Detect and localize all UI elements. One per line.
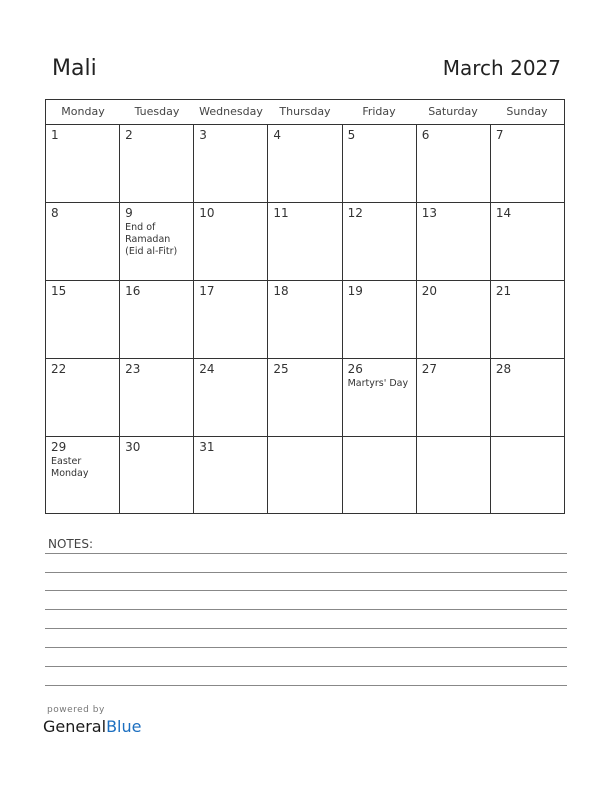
- note-line[interactable]: [45, 609, 567, 610]
- weekday-header-row: [46, 100, 564, 125]
- day-number: 19: [347, 284, 363, 298]
- calendar-grid: [45, 99, 565, 514]
- calendar-day-cell[interactable]: [343, 359, 417, 436]
- calendar-day-cell[interactable]: [194, 359, 268, 436]
- calendar-day-cell[interactable]: [491, 281, 564, 358]
- calendar-day-cell[interactable]: [491, 437, 564, 513]
- day-number: 27: [421, 362, 437, 376]
- powered-by-text: powered by: [47, 705, 105, 715]
- weekday-header: Tuesday: [134, 105, 180, 118]
- calendar-day-cell[interactable]: [194, 437, 268, 513]
- calendar-day-cell[interactable]: [46, 359, 120, 436]
- note-line[interactable]: [45, 553, 567, 554]
- calendar-day-cell[interactable]: [194, 281, 268, 358]
- calendar-day-cell[interactable]: [417, 125, 491, 202]
- calendar-day-cell[interactable]: [120, 359, 194, 436]
- calendar-day-cell[interactable]: [268, 125, 342, 202]
- note-line[interactable]: [45, 685, 567, 686]
- day-number: 14: [495, 206, 512, 220]
- calendar-day-cell[interactable]: [343, 437, 417, 513]
- calendar-weeks: [46, 125, 564, 513]
- day-number: 10: [199, 206, 215, 220]
- calendar-week-row: [46, 125, 564, 203]
- calendar-day-cell[interactable]: [194, 203, 268, 280]
- calendar-day-cell[interactable]: [120, 281, 194, 358]
- day-number: 25: [273, 362, 289, 376]
- calendar-week-row: [46, 281, 564, 359]
- calendar-day-cell[interactable]: [120, 125, 194, 202]
- day-number: 21: [495, 284, 512, 298]
- calendar-day-cell[interactable]: [417, 203, 491, 280]
- weekday-header: Sunday: [506, 105, 548, 118]
- calendar-day-cell[interactable]: [194, 125, 268, 202]
- day-number: 7: [495, 128, 504, 142]
- calendar-day-cell[interactable]: [46, 203, 120, 280]
- calendar-day-cell[interactable]: [343, 203, 417, 280]
- note-line[interactable]: [45, 628, 567, 629]
- weekday-header: Wednesday: [199, 105, 263, 118]
- note-line[interactable]: [45, 590, 567, 591]
- calendar-week-row: [46, 437, 564, 513]
- note-line[interactable]: [45, 666, 567, 667]
- day-number: 17: [199, 284, 215, 298]
- day-number: 15: [51, 284, 67, 298]
- day-number: 5: [347, 128, 356, 142]
- calendar-week-row: [46, 203, 564, 281]
- day-number: 9: [125, 206, 133, 220]
- day-number: 1: [51, 128, 59, 142]
- calendar-week-row: [46, 359, 564, 437]
- day-number: 29: [51, 440, 67, 454]
- day-number: 12: [347, 206, 363, 220]
- calendar-day-cell[interactable]: [268, 203, 342, 280]
- calendar-day-cell[interactable]: [417, 359, 491, 436]
- day-number: 3: [199, 128, 207, 142]
- calendar-day-cell[interactable]: [417, 281, 491, 358]
- calendar-day-cell[interactable]: [491, 125, 564, 202]
- calendar-day-cell[interactable]: [268, 281, 342, 358]
- day-number: 13: [421, 206, 437, 220]
- day-number: 30: [125, 440, 141, 454]
- calendar-day-cell[interactable]: [491, 359, 564, 436]
- calendar-day-cell[interactable]: [120, 437, 194, 513]
- holiday-label: Easter Monday: [51, 456, 89, 479]
- day-number: 22: [51, 362, 67, 376]
- day-number: 28: [495, 362, 512, 376]
- day-number: 24: [199, 362, 215, 376]
- calendar-day-cell[interactable]: [343, 125, 417, 202]
- calendar-day-cell[interactable]: [46, 437, 120, 513]
- weekday-header: Monday: [61, 105, 105, 118]
- brand-blue-text: Blue: [106, 717, 142, 736]
- holiday-label: End of Ramadan (Eid al-Fitr): [125, 222, 178, 257]
- calendar-day-cell[interactable]: [417, 437, 491, 513]
- notes-label: NOTES:: [48, 537, 93, 551]
- calendar-day-cell[interactable]: [268, 359, 342, 436]
- calendar-day-cell[interactable]: [343, 281, 417, 358]
- day-number: 16: [125, 284, 141, 298]
- day-number: 4: [273, 128, 282, 142]
- weekday-header: Thursday: [279, 105, 331, 118]
- calendar-day-cell[interactable]: [120, 203, 194, 280]
- country-title: Mali: [52, 56, 97, 81]
- calendar-day-cell[interactable]: [46, 125, 120, 202]
- day-number: 11: [273, 206, 289, 220]
- calendar-day-cell[interactable]: [268, 437, 342, 513]
- day-number: 20: [421, 284, 437, 298]
- day-number: 6: [421, 128, 430, 142]
- brand-general-text: General: [43, 717, 107, 736]
- note-line[interactable]: [45, 647, 567, 648]
- day-number: 18: [273, 284, 289, 298]
- weekday-header: Saturday: [428, 105, 478, 118]
- day-number: 31: [199, 440, 215, 454]
- day-number: 2: [125, 128, 133, 142]
- generalblue-logo[interactable]: [43, 717, 141, 736]
- note-line[interactable]: [45, 572, 567, 573]
- day-number: 26: [347, 362, 363, 376]
- day-number: 8: [51, 206, 59, 220]
- calendar-day-cell[interactable]: [46, 281, 120, 358]
- month-year-title: March 2027: [442, 56, 561, 80]
- calendar-day-cell[interactable]: [491, 203, 564, 280]
- day-number: 23: [125, 362, 141, 376]
- weekday-header: Friday: [362, 105, 396, 118]
- holiday-label: Martyrs' Day: [347, 378, 409, 389]
